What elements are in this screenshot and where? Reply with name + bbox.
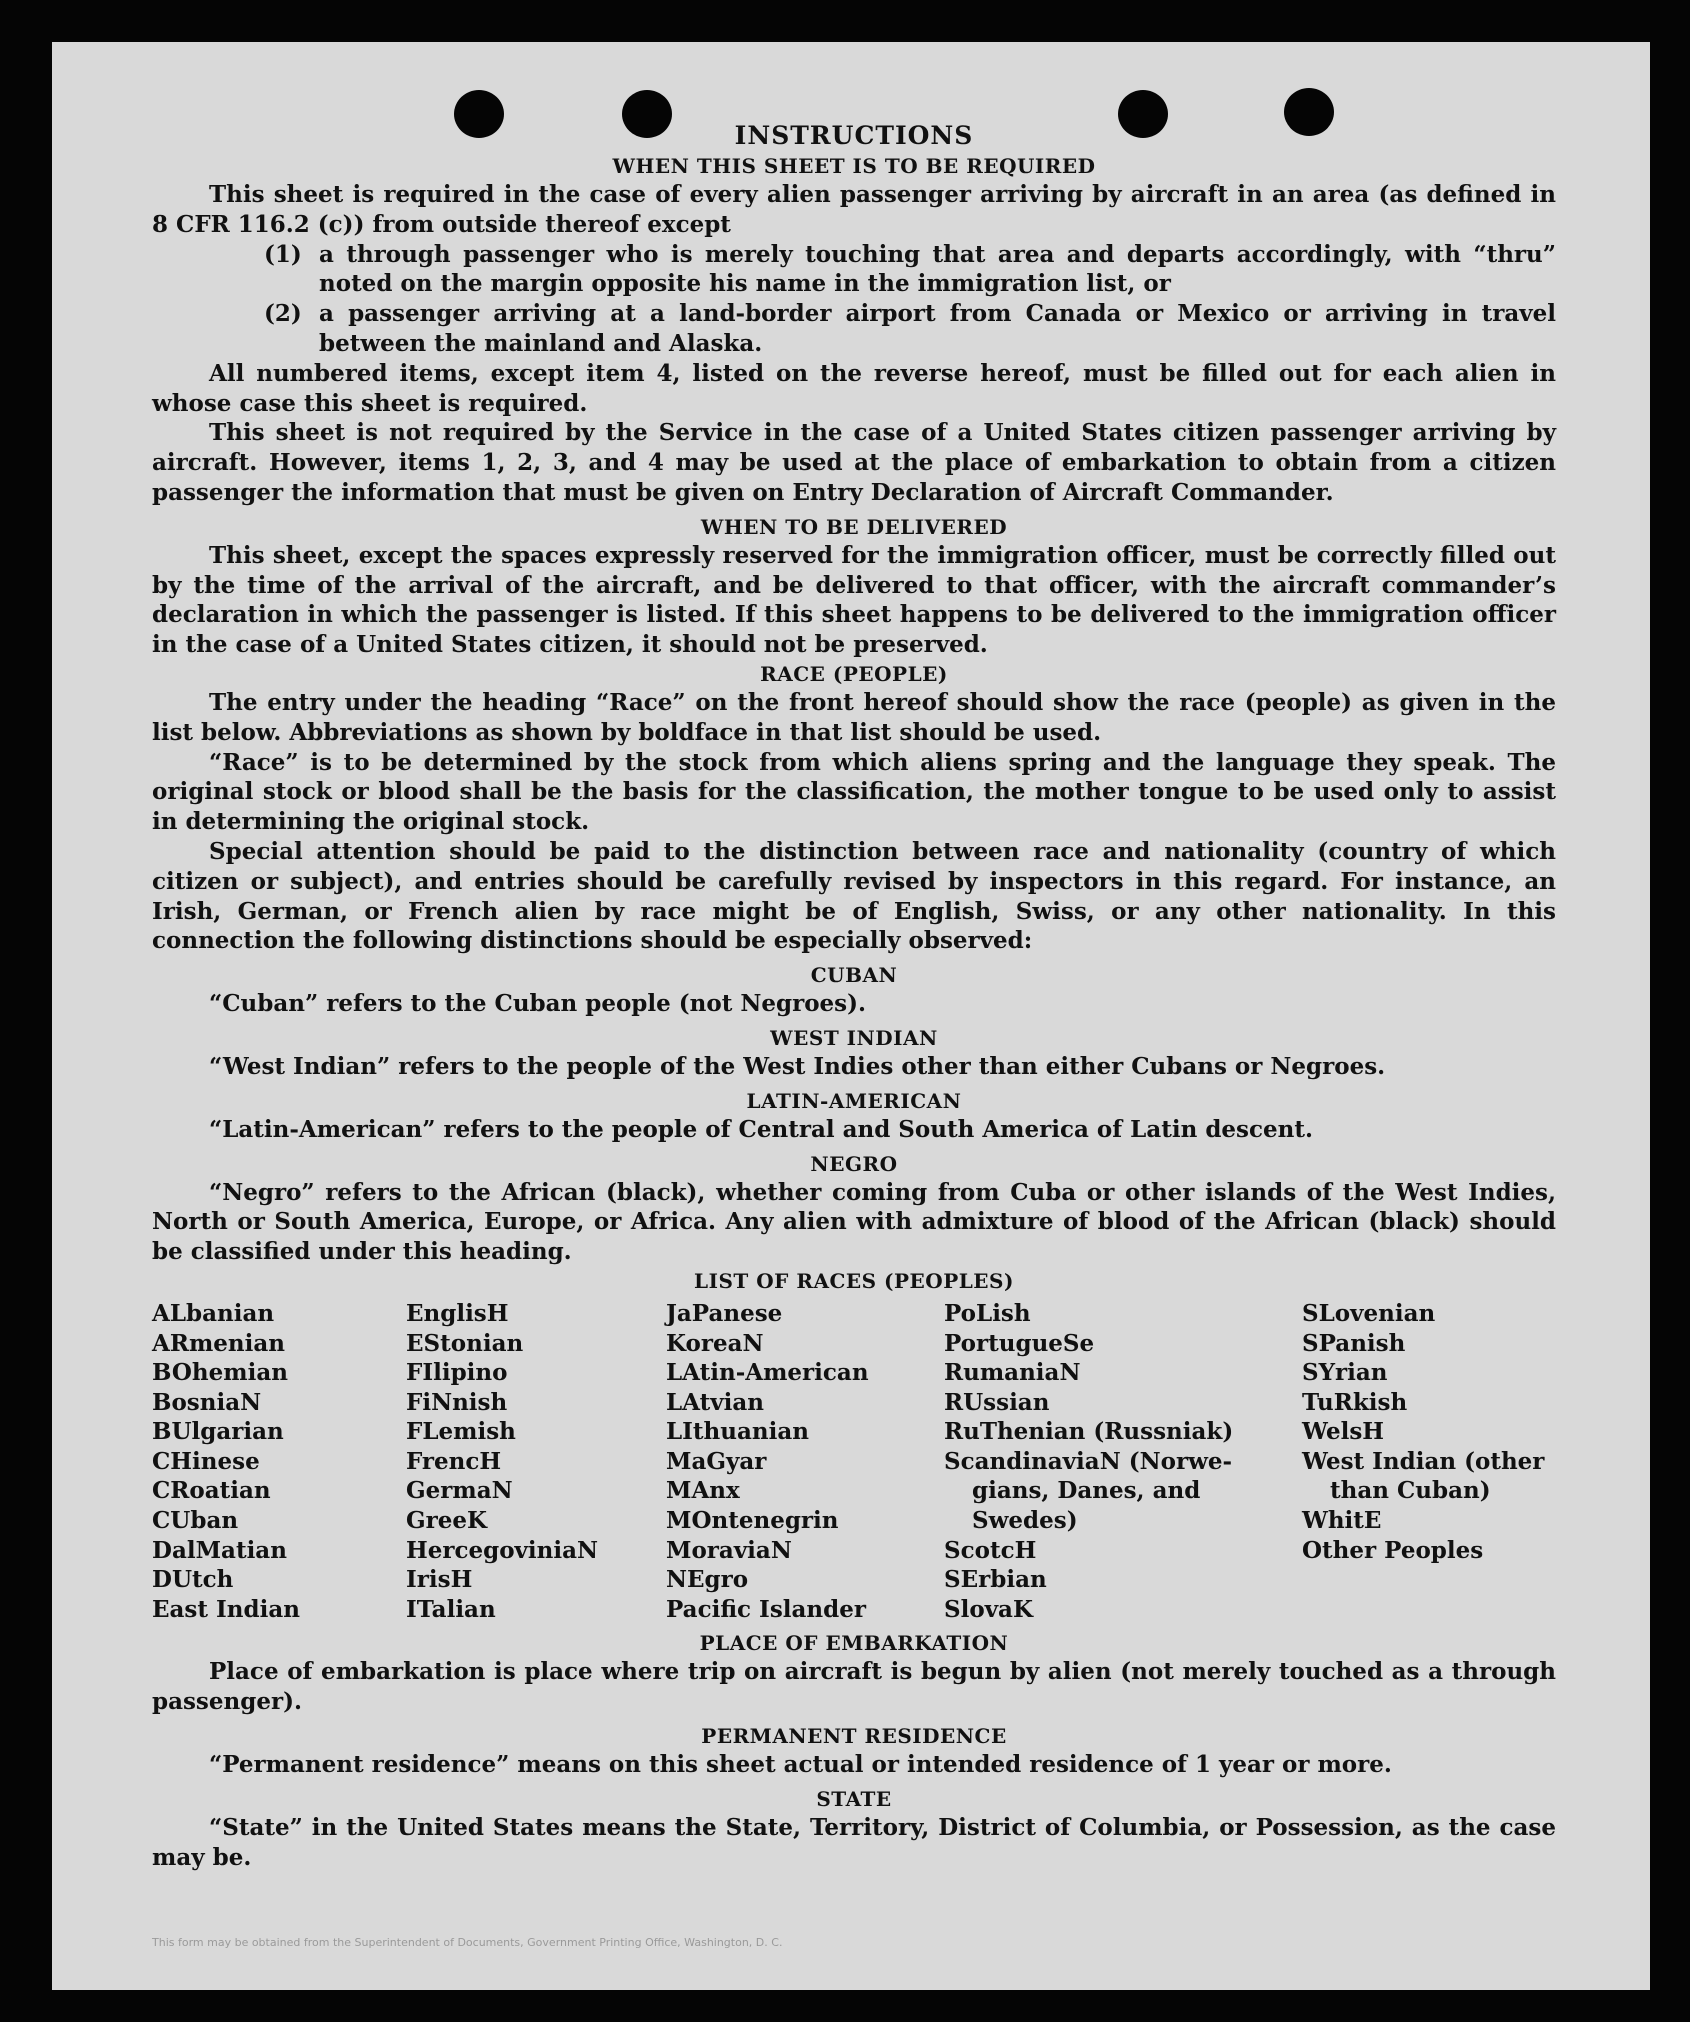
- race-entry: JaPanese: [666, 1299, 783, 1327]
- exception-item: [264, 299, 1556, 359]
- races-list: [152, 1299, 1556, 1625]
- race-entry: ITalian: [406, 1595, 496, 1623]
- race-entry: IrisH: [406, 1566, 473, 1594]
- race-entry: FiNnish: [406, 1388, 508, 1416]
- race-para2: “Race” is to be determined by the stock from which aliens spring and the language they speak. The original stock or blood shall be the basis for the classification, the mother tongue to be used only to assist in determining the original stock.: [152, 748, 1556, 836]
- race-entry: SPanish: [1302, 1329, 1406, 1357]
- race-entry: LAtin-American: [666, 1359, 869, 1387]
- race-entry: Other Peoples: [1302, 1536, 1484, 1564]
- race-para1: The entry under the heading “Race” on the front hereof should show the race (people) as given in the list below. Abbreviations as shown by boldface in that list should be used.: [152, 688, 1556, 746]
- race-entry: BOhemian: [152, 1359, 288, 1387]
- race-entry: MAnx: [666, 1477, 740, 1505]
- when-required-para3: This sheet is not required by the Service in the case of a United States citizen passenger arriving by aircraft. However, items 1, 2, 3, and 4 may be used at the place of embarkation to obtain from a citizen passenger the information that must be given on Entry Declaration of Aircraft Commander.: [152, 419, 1556, 506]
- footer-note: This form may be obtained from the Superintendent of Documents, Government Printing Office, Washington, D. C.: [152, 1936, 783, 1949]
- race-entry: East Indian: [152, 1595, 300, 1623]
- race-entry: Swedes): [972, 1507, 1078, 1535]
- race-entry: LAtvian: [666, 1388, 764, 1416]
- when-required-intro: This sheet is required in the case of every alien passenger arriving by aircraft in an area (as defined in 8 CFR 116.2 (c)) from outside thereof except: [152, 181, 1556, 238]
- document-sheet: [52, 42, 1650, 1990]
- races-column-3: [666, 1299, 944, 1625]
- section-heading-latin-american: LATIN-AMERICAN: [746, 1088, 962, 1113]
- race-entry: ScandinaviaN (Norwe-: [944, 1447, 1233, 1475]
- west-indian-text: “West Indian” refers to the people of the West Indies other than either Cubans or Negroes.: [209, 1052, 1386, 1080]
- race-entry: FIlipino: [406, 1359, 508, 1387]
- section-heading-state: STATE: [816, 1786, 892, 1811]
- state-text: “State” in the United States means the State, Territory, District of Columbia, or Possession, as the case may be.: [152, 1813, 1556, 1871]
- race-entry: EStonian: [406, 1329, 524, 1357]
- residence-text: “Permanent residence” means on this sheet actual or intended residence of 1 year or more.: [209, 1751, 1392, 1779]
- race-entry: CRoatian: [152, 1477, 271, 1505]
- race-entry: SlovaK: [944, 1595, 1033, 1623]
- race-entry: GermaN: [406, 1477, 513, 1505]
- embarkation-text: Place of embarkation is place where trip on aircraft is begun by alien (not merely touched as a through passenger).: [152, 1658, 1556, 1716]
- race-entry: ARmenian: [152, 1329, 286, 1357]
- race-entry: CHinese: [152, 1447, 260, 1475]
- section-heading-cuban: CUBAN: [810, 963, 898, 988]
- race-entry: HercegoviniaN: [406, 1536, 599, 1564]
- section-heading-when-delivered: WHEN TO BE DELIVERED: [700, 514, 1008, 539]
- when-required-para2: All numbered items, except item 4, listed on the reverse hereof, must be filled out for each alien in whose case this sheet is required.: [152, 359, 1556, 417]
- race-entry: RumaniaN: [944, 1359, 1081, 1387]
- races-column-1: [152, 1299, 406, 1625]
- item-number: (1): [264, 240, 302, 268]
- item-text: a through passenger who is merely touching that area and departs accordingly, with “thru” noted on the margin opposite his name in the immigration list, or: [319, 240, 1556, 298]
- section-heading-negro: NEGRO: [810, 1151, 898, 1176]
- race-entry: gians, Danes, and: [972, 1477, 1201, 1505]
- race-entry: PortugueSe: [944, 1329, 1095, 1357]
- race-entry: MOntenegrin: [666, 1507, 839, 1535]
- races-column-2: [406, 1299, 666, 1625]
- races-column-4: [944, 1299, 1302, 1625]
- page-title: INSTRUCTIONS: [734, 121, 974, 150]
- latin-american-text: “Latin-American” refers to the people of Central and South America of Latin descent.: [209, 1115, 1313, 1143]
- race-entry: EnglisH: [406, 1299, 509, 1327]
- race-entry: DalMatian: [152, 1536, 287, 1564]
- race-entry: DUtch: [152, 1566, 234, 1594]
- race-entry: RUssian: [944, 1388, 1050, 1416]
- race-entry: ScotcH: [944, 1536, 1037, 1564]
- race-entry: RuThenian (Russniak): [944, 1418, 1234, 1446]
- cuban-text: “Cuban” refers to the Cuban people (not Negroes).: [209, 990, 867, 1018]
- exception-item: [264, 240, 1556, 300]
- race-entry: SYrian: [1302, 1359, 1388, 1387]
- race-entry: than Cuban): [1330, 1477, 1491, 1505]
- race-entry: MoraviaN: [666, 1536, 792, 1564]
- race-entry: FrencH: [406, 1447, 502, 1475]
- race-entry: BosniaN: [152, 1388, 262, 1416]
- race-entry: BUlgarian: [152, 1418, 284, 1446]
- race-entry: SErbian: [944, 1566, 1047, 1594]
- race-entry: Pacific Islander: [666, 1595, 866, 1623]
- section-heading-west-indian: WEST INDIAN: [770, 1025, 938, 1050]
- race-entry: KoreaN: [666, 1329, 764, 1357]
- race-entry: WhitE: [1302, 1507, 1382, 1535]
- race-entry: GreeK: [406, 1507, 488, 1535]
- item-number: (2): [264, 300, 302, 328]
- race-entry: MaGyar: [666, 1447, 767, 1475]
- race-entry: TuRkish: [1302, 1388, 1408, 1416]
- race-entry: SLovenian: [1302, 1299, 1436, 1327]
- race-entry: NEgro: [666, 1566, 749, 1594]
- race-entry: CUban: [152, 1507, 239, 1535]
- race-entry: WelsH: [1302, 1418, 1385, 1446]
- race-entry: PoLish: [944, 1299, 1031, 1327]
- race-entry: West Indian (other: [1302, 1447, 1545, 1475]
- race-entry: LIthuanian: [666, 1418, 809, 1446]
- race-para3: Special attention should be paid to the distinction between race and nationality (country of which citizen or subject), and entries should be carefully revised by inspectors in this regard. For instance, an Irish, German, or French alien by race might be of English, Swiss, or any other nationality. In this connection the following distinctions should be especially observed:: [152, 837, 1556, 955]
- race-entry: FLemish: [406, 1418, 516, 1446]
- when-delivered-text: This sheet, except the spaces expressly reserved for the immigration officer, must be correctly filled out by the time of the arrival of the aircraft, and be delivered to that officer, with the aircraft commander’s declaration in which the passenger is listed. If this sheet happens to be delivered to the immigration officer in the case of a United States citizen, it should not be preserved.: [152, 541, 1556, 659]
- section-heading-residence: PERMANENT RESIDENCE: [701, 1724, 1007, 1749]
- race-entry: ALbanian: [152, 1299, 275, 1327]
- section-heading-embarkation: PLACE OF EMBARKATION: [699, 1631, 1009, 1656]
- instructions-content: [152, 120, 1556, 1872]
- section-heading-race: RACE (PEOPLE): [760, 661, 948, 686]
- negro-text: “Negro” refers to the African (black), whether coming from Cuba or other islands of the West Indies, North or South America, Europe, or Africa. Any alien with admixture of blood of the African (black) should be classified under this heading.: [152, 1178, 1556, 1266]
- races-column-5: [1302, 1299, 1556, 1625]
- section-heading-list-of-races: LIST OF RACES (PEOPLES): [694, 1268, 1014, 1293]
- section-heading-when-required: WHEN THIS SHEET IS TO BE REQUIRED: [612, 154, 1096, 178]
- item-text: a passenger arriving at a land-border airport from Canada or Mexico or arriving in travel between the mainland and Alaska.: [319, 300, 1556, 357]
